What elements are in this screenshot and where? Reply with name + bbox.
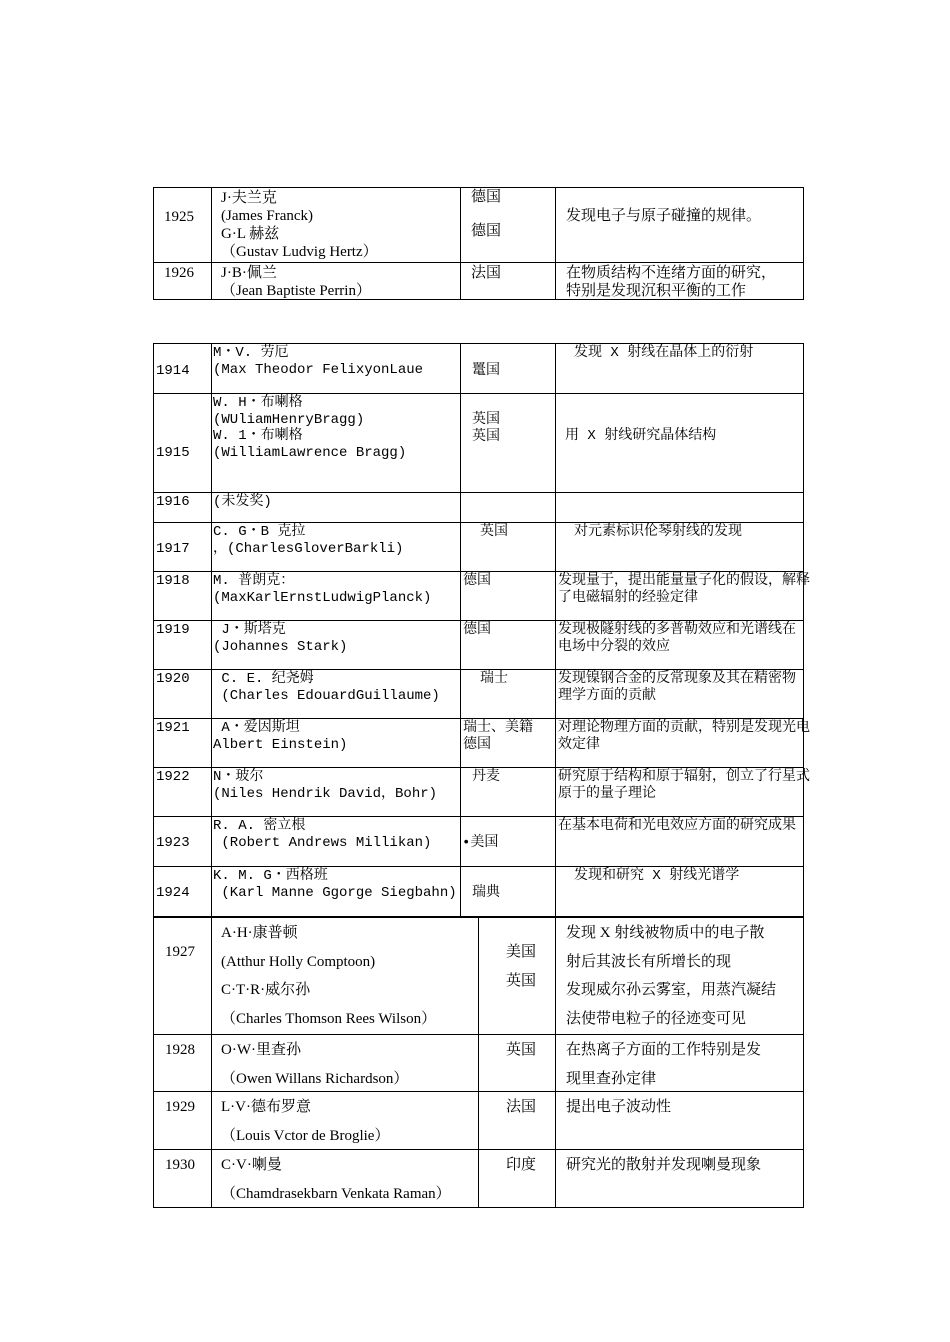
country: 法国 [471, 265, 502, 281]
achievement: 原于的量子理论 [558, 785, 656, 802]
achievement: 法使带电粒子的径迹变可见 [566, 1010, 747, 1027]
laureate-cell [211, 188, 460, 263]
laureate-name: (MaxKarlErnstLudwigPlanck) [213, 589, 432, 606]
achievement: 发现 X 射线在晶体上的衍射 [574, 345, 754, 361]
table-row [153, 1149, 804, 1207]
table-row [153, 492, 804, 523]
country-cell [460, 394, 555, 493]
country: 英国 [472, 428, 500, 445]
table-row [153, 816, 804, 867]
laureate-name: C. G・B 克拉 [213, 524, 306, 540]
year: 1920 [156, 671, 190, 687]
achievement-cell [555, 670, 804, 719]
achievement-cell [555, 867, 804, 917]
achievement: 研究原于结构和原于辐射，创立了行星式 [558, 769, 810, 785]
achievement: 电场中分裂的效应 [558, 638, 670, 655]
country: 德国 [471, 189, 502, 205]
laureate-name: ，(CharlesGloverBarkli) [213, 540, 404, 557]
country-cell [460, 188, 555, 263]
year: 1926 [164, 265, 194, 281]
year-cell [153, 188, 211, 263]
laureate-name: (WUliamHenryBragg) [213, 411, 365, 428]
year: 1922 [156, 769, 190, 785]
laureate-cell [211, 1092, 478, 1150]
country: •美国 [462, 835, 499, 851]
laureate-cell [211, 344, 460, 394]
table-row [153, 718, 810, 768]
laureate-name: （Louis Vctor de Broglie） [221, 1127, 390, 1144]
table-row [153, 1034, 804, 1092]
achievement: 发现极隧射线的多普勒效应和光谱线在 [558, 622, 796, 638]
year: 1919 [156, 622, 190, 638]
laureate-name: （Owen Willans Richardson） [221, 1070, 409, 1087]
laureate-name: (WilliamLawrence Bragg) [213, 444, 407, 461]
achievement-cell [555, 918, 804, 1034]
country: 德国 [463, 573, 491, 589]
laureate-cell [211, 670, 460, 719]
laureate-name: (Niles Hendrik David，Bohr) [213, 785, 438, 802]
achievement: 研究光的散射并发现喇曼现象 [566, 1157, 762, 1173]
laureate-name: N・玻尔 [213, 769, 264, 785]
table-row [153, 393, 804, 493]
year-cell [153, 493, 211, 523]
table-row [153, 571, 810, 621]
country-cell [460, 768, 555, 817]
year-cell [153, 523, 211, 572]
country [471, 206, 555, 223]
year-cell [153, 817, 211, 867]
year: 1916 [156, 494, 190, 510]
year-cell [153, 1150, 211, 1207]
year-cell [153, 394, 211, 493]
country-cell [460, 493, 555, 523]
year: 1928 [165, 1042, 195, 1058]
year-cell [153, 263, 211, 300]
laureate-name: M・V. 劳厄 [213, 345, 289, 361]
laureate-name: J·B·佩兰 [221, 265, 277, 281]
table-row [153, 262, 804, 300]
laureate-cell [211, 263, 460, 300]
laureate-cell [211, 523, 460, 572]
laureate-name: O·W·里查孙 [221, 1042, 301, 1058]
country-cell [478, 1092, 555, 1150]
laureate-name: (Charles EdouardGuillaume) [213, 687, 440, 704]
laureate-name: (James Franck) [221, 208, 314, 224]
achievement: 提出电子波动性 [566, 1099, 672, 1115]
table-row [153, 866, 804, 917]
laureate-name: A·H·康普顿 [221, 925, 298, 941]
country: 瑞典 [472, 885, 500, 901]
laureate-name: （Gustav Ludvig Hertz） [221, 244, 378, 260]
country: 德国 [463, 622, 491, 638]
achievement-cell [555, 263, 804, 300]
laureate-cell [211, 867, 460, 917]
country-cell [460, 867, 555, 917]
achievement-cell [555, 493, 804, 523]
table-row [153, 343, 804, 394]
laureate-name: (Karl Manne Ggorge Siegbahn) [213, 884, 457, 901]
laureate-name: (Atthur Holly Comptoon) [221, 953, 376, 970]
nobel-table-1927-1930 [153, 916, 804, 1208]
laureate-name: K. M. G・西格班 [213, 868, 328, 884]
laureate-name: L·V·德布罗意 [221, 1099, 311, 1115]
country: 法国 [506, 1099, 537, 1115]
achievement: 发现 X 射线被物质中的电子散 [566, 925, 765, 941]
year: 1918 [156, 573, 190, 589]
laureate-name: C·T·R·威尔孙 [221, 982, 311, 998]
achievement-cell [555, 188, 804, 263]
country-cell [460, 263, 555, 300]
laureate-name: （Jean Baptiste Perrin） [221, 283, 371, 299]
laureate-name: A・爱因斯坦 [213, 720, 300, 736]
laureate-cell [211, 493, 460, 523]
achievement: 对理论物理方面的贡献，特别是发现光电 [558, 720, 810, 736]
country-cell [460, 719, 555, 768]
achievement: 发现镍钢合金的反常现象及其在精密物 [558, 671, 796, 687]
year-cell [153, 621, 211, 670]
nobel-table-1925-1926 [153, 187, 804, 300]
achievement-cell [555, 1092, 804, 1150]
laureate-name: （Chamdrasekbarn Venkata Raman） [221, 1185, 451, 1202]
laureate-cell [211, 394, 460, 493]
year: 1923 [156, 835, 190, 851]
achievement: 射后其波长有所增长的现 [566, 953, 732, 970]
country-cell [460, 572, 555, 621]
country: 英国 [506, 1042, 537, 1058]
achievement: 在物质结构不连绪方面的研究， [566, 265, 777, 281]
achievement: 现里查孙定律 [566, 1070, 657, 1087]
laureate-name: J・斯塔克 [213, 622, 286, 638]
laureate-name: G·L 赫兹 [221, 226, 280, 242]
year-cell [153, 719, 211, 768]
country: 德国 [463, 736, 491, 753]
table-row [153, 620, 804, 670]
achievement: 对元素标识伦琴射线的发现 [574, 524, 742, 540]
laureate-name: （Charles Thomson Rees Wilson） [221, 1010, 437, 1027]
achievement: 效定律 [558, 736, 600, 753]
laureate-name: J·夫兰克 [221, 190, 277, 206]
achievement-cell [555, 768, 810, 817]
laureate-name: (Johannes Stark) [213, 638, 348, 655]
country-cell [460, 621, 555, 670]
country-cell [460, 344, 555, 394]
year: 1921 [156, 720, 190, 736]
country: 丹麦 [472, 769, 500, 785]
country: 鼍国 [472, 363, 500, 379]
achievement-cell [555, 719, 810, 768]
nobel-table-1914-1924 [153, 343, 810, 916]
country-cell [478, 1035, 555, 1092]
achievement-cell [555, 394, 804, 493]
year-cell [153, 1035, 211, 1092]
achievement: 发现量于，提出能量量子化的假设，解释 [558, 573, 810, 589]
laureate-cell [211, 1150, 478, 1207]
achievement: 发现威尔孙云雾室，用蒸汽凝结 [566, 982, 777, 998]
country: 英国 [480, 524, 508, 540]
table-row [153, 767, 810, 817]
achievement-cell [555, 621, 804, 670]
year-cell [153, 918, 211, 1034]
table-row [153, 187, 804, 263]
country-cell [460, 817, 555, 867]
achievement-cell [555, 817, 804, 867]
laureate-name: M. 普朗克： [213, 573, 295, 589]
achievement: 发现和研究 X 射线光谱学 [574, 868, 740, 884]
laureate-name: (Robert Andrews Millikan) [213, 834, 432, 851]
year: 1924 [156, 885, 190, 901]
achievement: 在热离子方面的工作特别是发 [566, 1042, 762, 1058]
laureate-cell [211, 817, 460, 867]
achievement-cell [555, 1150, 804, 1207]
laureate-name: W. H・布喇格 [213, 395, 303, 411]
achievement-cell [555, 523, 804, 572]
laureate-cell [211, 918, 478, 1034]
laureate-name: W. 1・布喇格 [213, 428, 303, 444]
laureate-cell [211, 768, 460, 817]
country: 美国 [506, 944, 537, 960]
year-cell [153, 572, 211, 621]
year: 1917 [156, 541, 190, 557]
country: 德国 [471, 223, 502, 239]
country: 瑞士、美籍 [463, 720, 533, 736]
country: 英国 [506, 972, 537, 989]
achievement-cell [555, 344, 804, 394]
achievement: 了电磁辐射的经验定律 [558, 589, 698, 606]
year: 1927 [165, 944, 195, 960]
laureate-name: (未发奖) [213, 494, 272, 510]
year-cell [153, 1092, 211, 1150]
laureate-cell [211, 621, 460, 670]
achievement-cell [555, 572, 810, 621]
country-cell [460, 523, 555, 572]
year-cell [153, 670, 211, 719]
country: 瑞士 [480, 671, 508, 687]
year-cell [153, 344, 211, 394]
laureate-name: (Max Theodor FelixyonLaue [213, 361, 424, 378]
year-cell [153, 867, 211, 917]
year: 1930 [165, 1157, 195, 1173]
laureate-name: Albert Einstein) [213, 736, 348, 753]
laureate-cell [211, 572, 460, 621]
year: 1915 [156, 445, 190, 461]
achievement: 用 X 射线研究晶体结构 [565, 428, 717, 444]
country: 英国 [472, 412, 500, 428]
laureate-cell [211, 1035, 478, 1092]
country-cell [460, 670, 555, 719]
year: 1925 [164, 209, 194, 225]
country-cell [478, 1150, 555, 1207]
achievement: 发现电子与原子碰撞的规律。 [566, 208, 762, 224]
table-row [153, 522, 804, 572]
country-cell [478, 918, 555, 1034]
achievement: 特别是发现沉积平衡的工作 [566, 283, 747, 299]
table-row [153, 669, 804, 719]
year-cell [153, 768, 211, 817]
table-row [153, 918, 804, 1034]
achievement-cell [555, 1035, 804, 1092]
year: 1914 [156, 363, 190, 379]
laureate-cell [211, 719, 460, 768]
achievement: 在基本电荷和光电效应方面的研究成果 [558, 818, 796, 834]
laureate-name: C·V·喇曼 [221, 1157, 282, 1173]
year: 1929 [165, 1099, 195, 1115]
laureate-name: C. E. 纪尧姆 [213, 671, 314, 687]
table-row [153, 1091, 804, 1150]
laureate-name: R. A. 密立根 [213, 818, 306, 834]
country: 印度 [506, 1157, 537, 1173]
achievement: 理学方面的贡献 [558, 687, 656, 704]
